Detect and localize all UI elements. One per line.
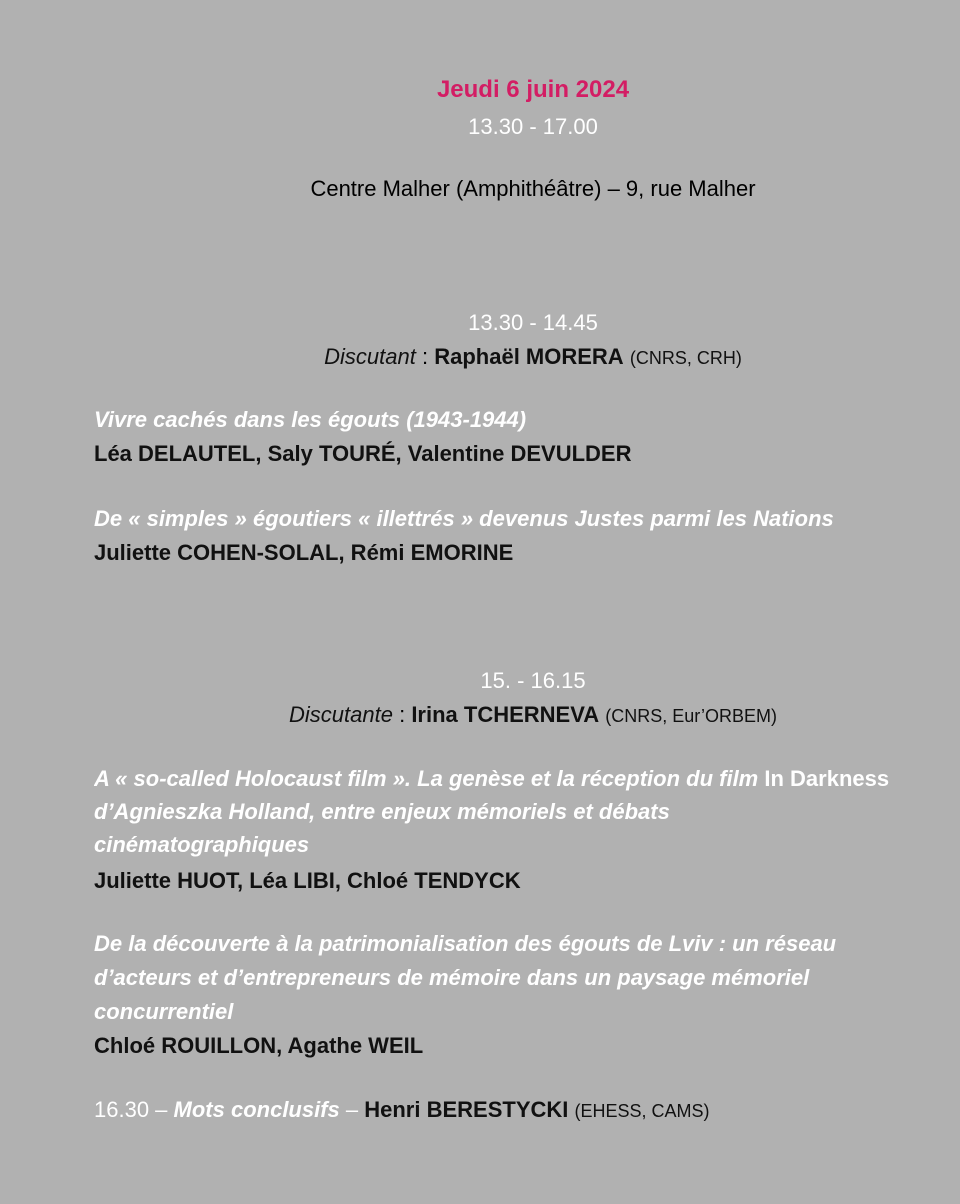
event-time: 13.30 - 17.00 bbox=[468, 114, 598, 139]
session1-discussant bbox=[0, 342, 960, 373]
event-date: Jeudi 6 juin 2024 bbox=[436, 76, 630, 103]
talk-title-line: De la découverte à la patrimonialisation des égouts de Lviv : un réseau bbox=[94, 931, 837, 956]
closing-label: Mots conclusifs bbox=[173, 1097, 340, 1122]
session1-discussant-affiliation: (CNRS, CRH) bbox=[629, 348, 742, 368]
session2-discussant-role: Discutante bbox=[289, 702, 393, 727]
closing-speaker: Henri BERESTYCKI bbox=[364, 1097, 569, 1122]
event-venue: Centre Malher (Amphithéâtre) – 9, rue Malher bbox=[310, 176, 756, 201]
closing-affiliation: (EHESS, CAMS) bbox=[574, 1101, 710, 1121]
session1-time: 13.30 - 14.45 bbox=[468, 310, 598, 335]
talk-authors: Juliette COHEN-SOLAL, Rémi EMORINE bbox=[94, 540, 514, 565]
talk-title: De « simples » égoutiers « illettrés » devenus Justes parmi les Nations bbox=[94, 506, 834, 531]
session2-time: 15. - 16.15 bbox=[480, 668, 586, 693]
talk-title-line bbox=[94, 764, 960, 794]
talk-title-line: cinématographiques bbox=[94, 832, 310, 857]
closing-dash: – bbox=[339, 1097, 365, 1122]
session1-discussant-name: Raphaël MORERA bbox=[434, 344, 624, 369]
session1-discussant-role: Discutant bbox=[324, 344, 416, 369]
talk-title-line: d’acteurs et d’entrepreneurs de mémoire dans un paysage mémoriel bbox=[94, 965, 810, 990]
session1-discussant-sep: : bbox=[415, 344, 435, 369]
session2-discussant-sep: : bbox=[392, 702, 412, 727]
talk-title-line: d’Agnieszka Holland, entre enjeux mémoriels et débats bbox=[94, 799, 670, 824]
session2-discussant-affiliation: (CNRS, Eur’ORBEM) bbox=[605, 706, 777, 726]
talk-title-text: A « so-called Holocaust film ». La genèse et la réception du film bbox=[94, 766, 765, 791]
talk-authors: Juliette HUOT, Léa LIBI, Chloé TENDYCK bbox=[94, 868, 521, 893]
talk-authors: Léa DELAUTEL, Saly TOURÉ, Valentine DEVULDER bbox=[94, 441, 632, 466]
session2-discussant bbox=[0, 700, 960, 731]
talk-title-line: concurrentiel bbox=[94, 999, 234, 1024]
closing-line bbox=[94, 1095, 710, 1126]
closing-dash: – bbox=[149, 1097, 174, 1122]
session2-discussant-name: Irina TCHERNEVA bbox=[411, 702, 600, 727]
talk-title: Vivre cachés dans les égouts (1943-1944) bbox=[94, 407, 527, 432]
talk-film-title: In Darkness bbox=[764, 766, 890, 791]
talk-authors: Chloé ROUILLON, Agathe WEIL bbox=[94, 1033, 424, 1058]
closing-time: 16.30 bbox=[94, 1097, 150, 1122]
